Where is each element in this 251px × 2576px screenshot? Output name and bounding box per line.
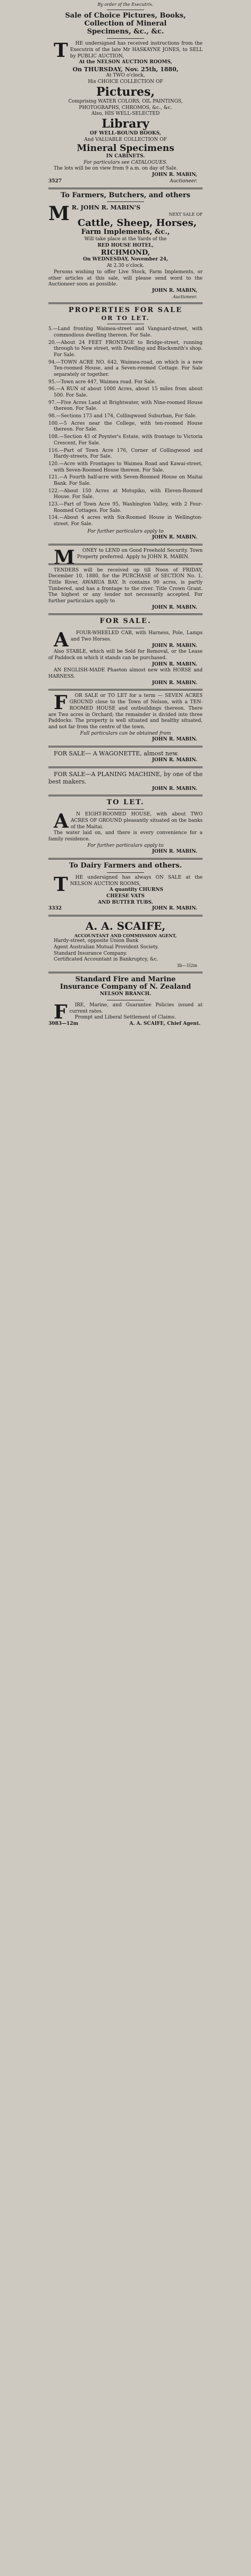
ad-body: FOR SALE— A WAGONETTE, almost new. (54, 750, 179, 757)
time: At TWO o'clock, (106, 73, 145, 79)
valuable: And VALUABLE COLLECTION OF (84, 137, 167, 142)
property-item: 108.—Section 43 of Poynter's Estate, with frontage to Victoria Crescent, For Sale. (48, 434, 203, 446)
cert-line: Certificated Accountant in Bankruptcy, &c. (54, 957, 158, 963)
section-divider (48, 767, 203, 768)
ad-title: TO LET. (106, 798, 145, 807)
ad-body: A FOUR-WHEELED CAB, with Harness, Pole, Lamps and Two Horses. (48, 630, 203, 643)
ad-code: 3332 (48, 906, 62, 912)
ad-code: 3527 (48, 178, 62, 184)
section-divider (48, 188, 203, 189)
ad-title: PROPERTIES FOR SALE (68, 306, 183, 314)
section-divider (48, 972, 203, 973)
auction-ad-pictures (48, 2, 203, 185)
property-item: 121.—A Fourth half-acre with Seven-Roomed House on Maitai Bank. For Sale. (48, 475, 203, 486)
agent-name: JOHN R. MABIN. (152, 643, 197, 649)
divider (107, 201, 144, 202)
agent-name: JOHN R. MABIN. (152, 737, 197, 743)
stable-text: Also STABLE, which will be Sold for Removal, or the Lease of Paddock on which it stands can be purchased. (48, 649, 203, 661)
section-divider (48, 302, 203, 304)
money-to-lend-ad (48, 546, 203, 569)
title: ACCOUNTANT AND COMMISSION AGENT, (74, 933, 177, 939)
agent-name: JOHN R. MABIN. (152, 849, 197, 855)
agent-name: A. A. SCAIFE, Chief Agent. (129, 1021, 200, 1027)
ad-body: FOR SALE—A PLANING MACHINE, by one of the best makers. (48, 770, 203, 786)
drop-cap: M (54, 546, 75, 569)
list-item: AND BUTTER TUBS. (98, 899, 153, 905)
pictures-heading: Pictures, (96, 85, 155, 99)
ad-title: FOR SALE. (99, 617, 152, 626)
cases: IN CABINETS. (106, 154, 145, 159)
section-divider (48, 915, 203, 916)
next-sale: NEXT SALE OF (169, 212, 203, 217)
comprising: Comprising WATER COLORS, OIL PAINTINGS, PHOTOGRAPHS, CHROMOS, &c., &c. (68, 98, 183, 111)
property-item: 97.—Five Acres Land at Brightwater, with Nine-roomed House thereon. For Sale. (48, 400, 203, 412)
drop-cap: A (54, 629, 69, 652)
choice-collection: His CHOICE COLLECTION OF (88, 79, 163, 85)
drop-cap: T (54, 873, 68, 896)
section-divider (48, 544, 203, 545)
note: Persons wishing to offer Live Stock, Farm Implements, or other articles at this sale, will please send word to the Auctioneer soon as possible. (48, 269, 203, 288)
agent-name: JOHN R. MABIN. (152, 535, 197, 541)
section-divider (48, 689, 203, 691)
also: Also, HIS WELL-SELECTED (91, 111, 160, 117)
ad-code: 3083—12m (48, 1021, 79, 1027)
ad-body: F OR SALE or TO LET for a term — SEVEN ACRES GROUND close to the Town of Nelson, with a TEN-ROOMED HOUSE and outbuildings thereon. There are Two acres in Orchard; the remainder is divided into three Paddocks. The property is well situated and healthy situated, and not far from the centre of the town. (48, 692, 203, 730)
auctioneer-role: Auctioneer. (170, 178, 197, 184)
place: RICHMOND, (101, 248, 150, 257)
ad-title: Standard Fire and Marine (75, 975, 176, 983)
properties-ad (48, 307, 203, 541)
drop-cap: T (54, 39, 68, 62)
divider (107, 38, 144, 39)
tenders-ad (48, 568, 203, 611)
scaife-accountant-ad (48, 919, 203, 969)
auctioneer-name: JOHN R. MABIN, (152, 288, 197, 293)
footer: Full particulars can be obtained from (80, 730, 171, 736)
property-item: 20.—About 24 FEET FRONTAGE to Bridge-street, running through to New street, with Dwelling and Blacksmith's shop. For Sale. (48, 340, 203, 358)
dairy-farmers-ad (48, 862, 203, 912)
standard-insurance-ad (48, 976, 203, 1028)
property-item: 122.—About 150 Acres at Motupiko, with Eleven-Roomed House. For Sale. (48, 488, 203, 500)
divider (107, 872, 144, 873)
property-item: 94.—TOWN ACRE NO. 642, Waimea-road, on which is a new Ten-roomed House, and a Seven-roomed Cottage. For Sale separately or together. (48, 359, 203, 377)
water-text: The water laid on, and there is every convenience for a family residence. (48, 830, 203, 842)
section-divider (48, 746, 203, 747)
ad-title: To Farmers, Butchers, and others (61, 191, 190, 199)
ad-code: 3b—1l2m (177, 963, 197, 969)
property-item: 100.—5 Acres near the College, with ten-roomed House thereon. For Sale. (48, 420, 203, 433)
ad-title: Collection of Mineral (84, 20, 167, 28)
implements-heading: Farm Implements, &c., (81, 228, 170, 237)
minerals-heading: Mineral Specimens (77, 142, 174, 154)
seven-acres-ad (48, 693, 203, 743)
drop-cap: A (85, 920, 94, 933)
drop-cap: F (54, 1001, 68, 1024)
phaeton-text: AN ENGLISH-MADE Phaeton almost new with HORSE and HARNESS. (48, 668, 203, 680)
ad-body: A N EIGHT-ROOMED HOUSE, with about TWO ACRES OF GROUND pleasantly situated on the banks of the Maitai. (48, 812, 203, 830)
agent-name: JOHN R. MABIN. (152, 661, 197, 667)
ad-title: Specimens, &c., &c. (87, 28, 164, 36)
ad-title: Sale of Choice Pictures, Books, (65, 12, 186, 20)
advertisement-column (48, 0, 203, 1028)
wagonette-ad (48, 750, 203, 764)
property-item: 116.—Part of Town Acre 176, Corner of Collingwood and Hardy-streets, For Sale. (48, 448, 203, 460)
will: Will take place at the Yards of the (84, 237, 167, 242)
ad-title: To Dairy Farmers and others. (69, 861, 182, 870)
planing-machine-ad (48, 771, 203, 792)
section-divider (48, 858, 203, 860)
date: On WEDNESDAY, November 24, (82, 257, 168, 263)
ad-body: M ONEY to LEND on Good Freehold Security. Town Property preferred. Apply to JOHN R. MABIN. (48, 548, 203, 560)
time: At 2.30 o'clock. (106, 263, 145, 269)
drop-cap: A (54, 810, 69, 833)
property-item: 123.—Part of Town Acre 95, Washington Valley, with 2 Four-Roomed Cottages. For Sale. (48, 502, 203, 513)
ad-header: By order of the Executrix. (97, 2, 154, 7)
ad-subtitle: OR TO LET. (101, 314, 150, 322)
agent-name: JOHN R. MABIN. (152, 786, 197, 792)
ad-title: Insurance Company of N. Zealand (60, 983, 191, 991)
section-divider (48, 613, 203, 615)
venue: At the NELSON AUCTION ROOMS, (79, 60, 172, 65)
signature-row (48, 1021, 203, 1028)
list-item: A quantity CHURNS (109, 887, 163, 893)
agent-name: JOHN R. MABIN. (152, 680, 197, 686)
prompt-text: Prompt and Liberal Settlement of Claims. (74, 1015, 176, 1021)
property-item: 120.—Acre with Frontages to Waimea Road and Kawai-street, with Seven-Roomed House thereon. For Sale. (48, 461, 203, 473)
intro: M R. JOHN R. MABIN'S NEXT SALE OF (48, 203, 203, 225)
ad-body: T HE undersigned has received instructions from the Executrix of the late Mr HASKAYNE JONES, to SELL by PUBLIC AUCTION, (48, 41, 203, 60)
footer: For further particulars apply to (87, 528, 164, 534)
drop-cap: F (54, 692, 68, 714)
hotel: RED HOUSE HOTEL, (97, 242, 154, 248)
signature-row (48, 179, 203, 185)
property-item: 95.—Town acre 447, Waimea road. For Sale. (48, 379, 156, 385)
view-notice: The lots will be on view from 9 a.m. on day of Sale. (54, 166, 178, 172)
address: Hardy-street, opposite Union Bank (54, 938, 139, 944)
footer: For further particulars apply to (87, 843, 164, 848)
auctioneer-name: JOHN R. MABIN, (152, 172, 197, 178)
to-let-house-ad (48, 799, 203, 855)
library-heading: Library (102, 116, 149, 131)
cattle-heading: Cattle, Sheep, Horses, (77, 217, 197, 229)
agent-name: JOHN R. MABIN. (152, 906, 197, 912)
property-item: 134.—About 4 acres with Six-Roomed House in Wellington-street. For Sale. (48, 515, 203, 527)
property-item: 98.—Sections 173 and 174, Collingwood Suburban, For Sale. (48, 414, 197, 419)
catalogues: For particulars see CATALOGUES. (83, 159, 168, 165)
property-list (48, 326, 203, 528)
ad-body: TENDERS will be received up till Noon of FRIDAY, December 10, 1880, for the PURCHASE of SECTION No. 1, Tittle River, AWARUA BAY. It contains 90 acres, is partly Timbered, and has a frontage to the river. Title Crown Grant. The highest or any tender not necessarily accepted. For further particulars apply to (48, 567, 203, 604)
date: On THURSDAY, Nov. 25th, 1880, (72, 65, 179, 73)
branch: NELSON BRANCH. (99, 991, 152, 997)
agent-line: Agent Australian Mutual Provident Society. (54, 945, 159, 950)
livestock-sale-ad (48, 192, 203, 300)
agent-name: JOHN R. MABIN. (152, 604, 197, 610)
signature-row (48, 906, 203, 912)
property-item: 96.—A RUN of about 1000 Acres, about 15 miles from about 500. For Sale. (48, 386, 203, 398)
drop-cap: M (48, 203, 70, 225)
agent-name: JOHN R. MABIN. (152, 757, 197, 763)
divider (107, 809, 144, 810)
for-sale-cab-ad (48, 618, 203, 686)
property-item: 5.—Land fronting Waimea-street and Vanguard-street, with commodious dwelling thereon. For Sale. (48, 326, 203, 338)
agent-line: Standard Insurance Company. (54, 950, 127, 956)
ad-body: F IRE, Marine, and Guarantee Policies issued at current rates. (48, 1003, 203, 1015)
books: OF WELL-BOUND BOOKS, (90, 131, 161, 137)
list-item: CHEESE VATS (106, 893, 145, 899)
section-divider (48, 795, 203, 796)
ad-body: T HE undersigned has always ON SALE at the NELSON AUCTION ROOMS, (48, 875, 203, 887)
name-line: A. A. SCAIFE, (85, 920, 166, 933)
auctioneer-role: Auctioneer. (172, 294, 197, 299)
